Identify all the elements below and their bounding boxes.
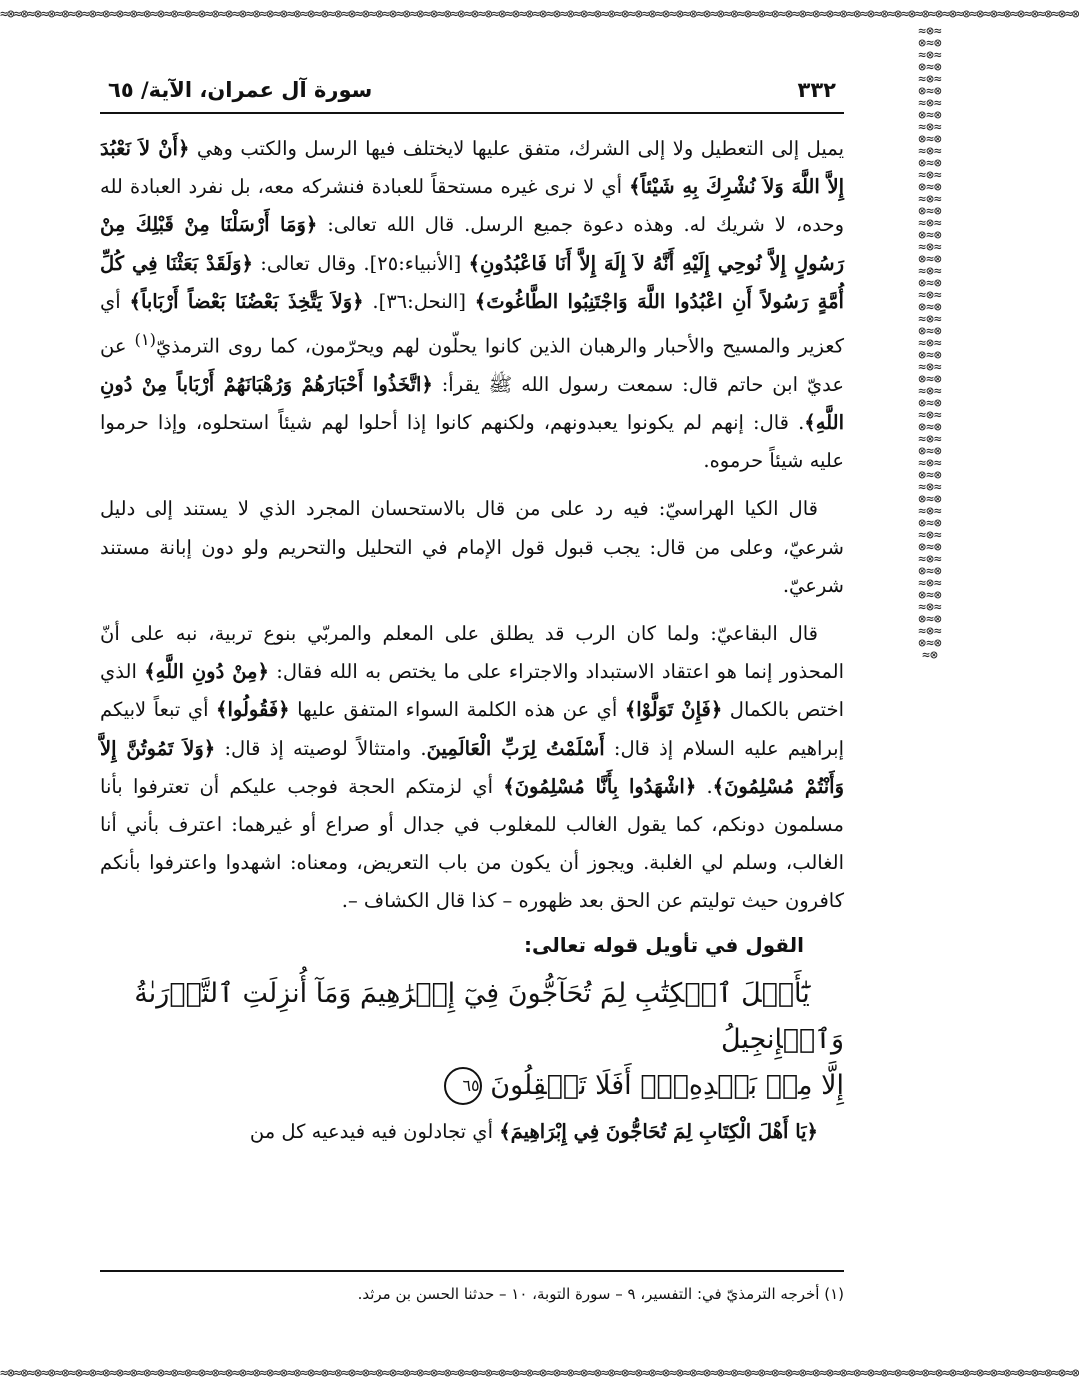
quran-quote: ﴿مِنْ دُونِ اللَّهِ﴾ bbox=[144, 660, 269, 684]
quran-quote: ﴿فَإِنْ تَوَلَّوْا﴾ bbox=[624, 698, 723, 722]
decorative-border-top: ≈⊗≈⊗≈⊗≈⊗≈⊗≈⊗≈⊗≈⊗≈⊗≈⊗≈⊗≈⊗≈⊗≈⊗≈⊗≈⊗≈⊗≈⊗≈⊗≈⊗≈⊗≈⊗≈⊗≈⊗≈⊗≈⊗≈⊗≈⊗≈⊗≈⊗≈⊗≈⊗≈⊗≈⊗≈⊗≈⊗≈⊗≈⊗≈⊗≈⊗≈⊗≈⊗≈⊗≈⊗≈⊗≈⊗≈⊗≈⊗≈⊗≈⊗≈⊗≈⊗≈⊗≈⊗≈⊗≈⊗≈⊗≈⊗≈⊗≈⊗≈⊗≈⊗≈⊗≈⊗≈⊗≈⊗≈⊗≈⊗≈⊗≈⊗≈⊗≈⊗≈⊗≈⊗≈⊗≈⊗≈⊗≈⊗≈⊗ bbox=[0, 7, 1079, 22]
quran-quote: ﴿فَقُولُوا﴾ bbox=[216, 698, 290, 722]
footnote-separator bbox=[100, 1270, 844, 1272]
section-heading: القول في تأويل قوله تعالى: bbox=[524, 932, 804, 957]
paragraph-4 bbox=[100, 1113, 844, 1151]
text-run: الذي اختص بالكمال bbox=[100, 660, 844, 722]
paragraph-3 bbox=[100, 615, 844, 921]
verse-line-2 bbox=[100, 1063, 844, 1109]
quran-quote: ﴿يَا أَهْلَ الْكِتَابِ لِمَ تُحَاجُّونَ فِي إِبْرَاهِيمَ﴾ bbox=[499, 1119, 818, 1143]
quran-quote: ﴿اشْهَدُوا بِأَنَّا مُسْلِمُونَ﴾ bbox=[503, 774, 697, 798]
text-run: [الأنبياء:٢٥]. وقال تعالى: bbox=[252, 251, 469, 275]
paragraph-2: قال الكيا الهراسيّ: فيه رد على من قال بالاستحسان المجرد الذي لا يستند إلى دليل شرعيّ، وعلى من قال: يجب قبول قول الإمام في التحليل والتحريم ولو دون إبانة مستند شرعيّ. bbox=[100, 497, 844, 597]
surah-title: سورة آل عمران، الآية/ ٦٥ bbox=[108, 78, 373, 102]
text-run: [النحل:٣٦]. bbox=[363, 289, 475, 313]
paragraph-1 bbox=[100, 130, 844, 480]
quran-verse bbox=[100, 971, 844, 1109]
quran-quote: ﴿وَمَا أَرْسَلْنَا مِنْ قَبْلِكَ مِنْ رَسُولٍ إِلاَّ نُوحِي إِلَيْهِ أَنَّهُ لاَ إِلَهَ إِلاَّ أَنَا فَاعْبُدُونِ﴾ bbox=[100, 213, 844, 275]
body-text bbox=[100, 130, 844, 1151]
text-run: يميل إلى التعطيل ولا إلى الشرك، متفق عليها لايختلف فيها الرسل والكتب وهي bbox=[196, 137, 844, 160]
text-run: أي لزمتكم الحجة فوجب عليكم أن تعترفوا بأنا مسلمون دونكم، كما يقول الغالب للمغلوب في جدال أو صراع أو غيرهما: اعترف بأني أنا الغالب، وسلم لي الغلبة. ويجوز أن يكون من باب التعريض، ومعناه: اشهدوا واعترفوا بأنكم كافرون حيث توليتم عن الحق بعد ظهوره – كذا قال الكشاف –. bbox=[100, 774, 844, 913]
page-content bbox=[100, 78, 844, 1151]
text-run: أي تبعاً لابيكم إبراهيم عليه السلام إذ قال: bbox=[100, 698, 845, 760]
decorative-border-right: ≈⊗≈⊗≈⊗≈⊗≈⊗≈⊗≈⊗≈⊗≈⊗≈⊗≈⊗≈⊗≈⊗≈⊗≈⊗≈⊗≈⊗≈⊗≈⊗≈⊗≈⊗≈⊗≈⊗≈⊗≈⊗≈⊗≈⊗≈⊗≈⊗≈⊗≈⊗≈⊗≈⊗≈⊗≈⊗≈⊗≈⊗≈⊗≈⊗≈⊗≈⊗≈⊗≈⊗≈⊗≈⊗≈⊗≈⊗≈⊗≈⊗≈⊗≈⊗≈⊗≈⊗≈⊗≈⊗≈⊗≈⊗≈⊗≈⊗≈⊗≈⊗≈⊗≈⊗≈⊗≈⊗≈⊗≈⊗≈⊗≈⊗≈⊗≈⊗≈⊗≈⊗≈⊗≈⊗≈⊗≈⊗≈⊗≈⊗ bbox=[918, 24, 942, 663]
text-run: قال البقاعيّ: ولما كان الرب قد يطلق على المعلم والمربّي بنوع تربية، نبه على أنّ المحذور إنما هو اعتقاد الاستبداد والاجتراء على ما يختص به الله فقال: bbox=[100, 621, 844, 684]
quran-quote: ﴿أَنْ لاَ نَعْبُدَ إِلاَّ اللَّهَ وَلاَ نُشْرِكَ بِهِ شَيْئاً﴾ bbox=[100, 137, 844, 199]
footnote: (١) أخرجه الترمذيّ في: التفسير، ٩ – سورة التوبة، ١٠ – حدثنا الحسن بن مرثد. bbox=[357, 1285, 844, 1303]
text-run: . قال: إنهم لم يكونوا يعبدونهم، ولكنهم كانوا إذا أحلوا لهم شيئاً استحلوه، وإذا حرموا عليه شيئاً حرموه. bbox=[100, 410, 844, 473]
verse-text: إِلَّا مِنۢ بَعۡدِهِۦٓۚ أَفَلَا تَعۡقِلُونَ bbox=[490, 1069, 844, 1101]
text-run: أي كعزير والمسيح والأحبار والرهبان الذين كانوا يحلّون لهم ويحرّمون، كما روى الترمذيّ bbox=[100, 289, 844, 358]
quran-quote: أَسْلَمْتُ لِرَبِّ الْعَالَمِينَ bbox=[426, 736, 605, 760]
quran-quote: ﴿اتَّخَذُوا أَحْبَارَهُمْ وَرُهْبَانَهُمْ أَرْبَاباً مِنْ دُونِ اللَّهِ﴾ bbox=[100, 372, 844, 434]
text-run: . bbox=[696, 774, 713, 798]
running-header bbox=[100, 78, 844, 114]
page-number: ٣٣٢ bbox=[797, 78, 836, 102]
verse-line-1: يَٰٓأَهۡلَ ٱلۡكِتَٰبِ لِمَ تُحَآجُّونَ فِيٓ إِبۡرَٰهِيمَ وَمَآ أُنزِلَتِ ٱلتَّوۡرَىٰةُ وَٱلۡإِنجِيلُ bbox=[134, 977, 844, 1055]
text-run: أي عن هذه الكلمة السواء المتفق عليها bbox=[289, 698, 625, 722]
verse-number-marker: ٦٥ bbox=[444, 1067, 482, 1105]
text-run: عن عديّ ابن حاتم قال: سمعت رسول الله ﷺ يقرأ: bbox=[100, 334, 844, 396]
text-run: . وامتثالاً لوصيته إذ قال: bbox=[215, 736, 427, 760]
text-run: أي لا نرى غيره مستحقاً للعبادة فنشركه معه، بل نفرد العبادة لله وحده، لا شريك له. وهذه دعوة جميع الرسل. قال الله تعالى: bbox=[100, 175, 845, 237]
decorative-border-bottom: ≈⊗≈⊗≈⊗≈⊗≈⊗≈⊗≈⊗≈⊗≈⊗≈⊗≈⊗≈⊗≈⊗≈⊗≈⊗≈⊗≈⊗≈⊗≈⊗≈⊗≈⊗≈⊗≈⊗≈⊗≈⊗≈⊗≈⊗≈⊗≈⊗≈⊗≈⊗≈⊗≈⊗≈⊗≈⊗≈⊗≈⊗≈⊗≈⊗≈⊗≈⊗≈⊗≈⊗≈⊗≈⊗≈⊗≈⊗≈⊗≈⊗≈⊗≈⊗≈⊗≈⊗≈⊗≈⊗≈⊗≈⊗≈⊗≈⊗≈⊗≈⊗≈⊗≈⊗≈⊗≈⊗≈⊗≈⊗≈⊗≈⊗≈⊗≈⊗≈⊗≈⊗≈⊗≈⊗≈⊗≈⊗≈⊗≈⊗ bbox=[0, 1366, 1079, 1381]
quran-quote: ﴿وَلاَ يَتَّخِذَ بَعْضُنَا بَعْضاً أَرْبَاباً﴾ bbox=[129, 289, 364, 313]
quran-quote: ﴿وَلَقَدْ بَعَثْنَا فِي كُلِّ أُمَّةٍ رَسُولاً أَنِ اعْبُدُوا اللَّهَ وَاجْتَنِبُوا الطَّاغُوتَ﴾ bbox=[100, 251, 844, 313]
text-run: أي تجادلون فيه فيدعيه كل من bbox=[249, 1119, 500, 1143]
quran-quote: ﴿وَلاَ تَمُوتُنَّ إِلاَّ وَأَنْتُمْ مُسْلِمُونَ﴾ bbox=[100, 736, 844, 798]
footnote-marker: (١) bbox=[134, 330, 156, 350]
